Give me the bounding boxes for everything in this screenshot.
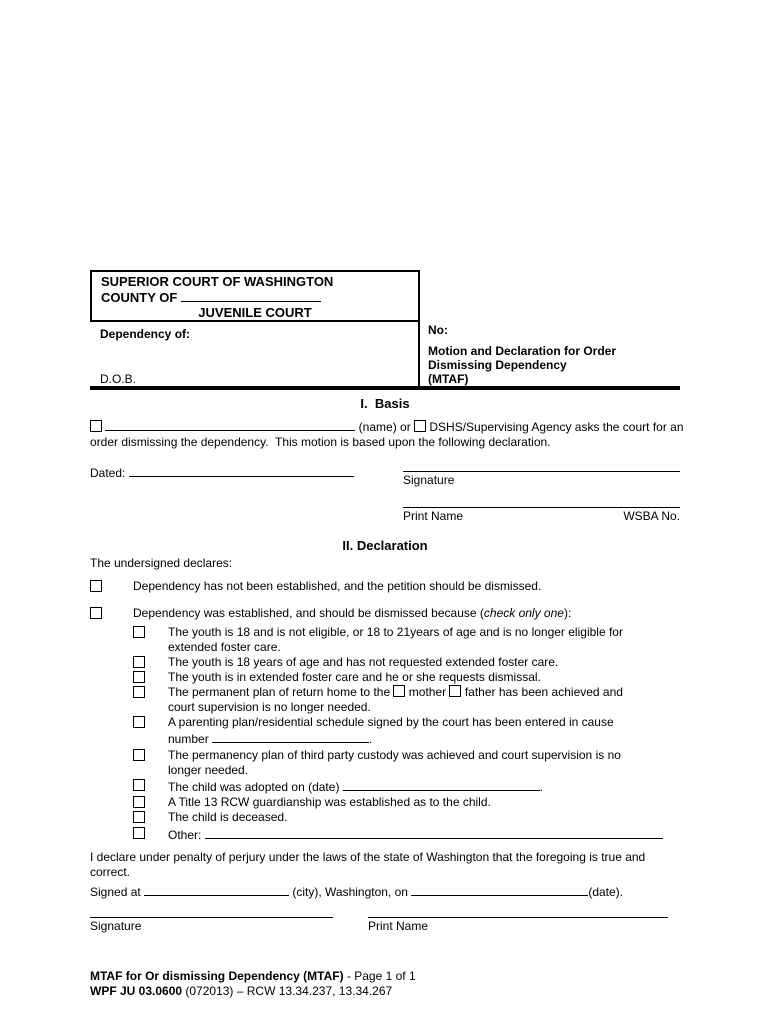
not-established-checkbox[interactable] [90, 580, 102, 592]
footer-page-number: - Page 1 of 1 [343, 969, 416, 983]
form-title-line1: Motion and Declaration for Order [428, 344, 617, 358]
other-blank[interactable] [205, 826, 663, 839]
declaration-item-established [90, 606, 680, 621]
declarant-print-name-label: Print Name [368, 919, 429, 933]
caption-divider-line [418, 320, 420, 386]
signed-city-blank[interactable] [144, 883, 289, 896]
deceased-checkbox[interactable] [133, 811, 145, 823]
dated-label: Dated: [90, 466, 129, 480]
declaration-item-not-established [90, 579, 680, 594]
third-party-custody-checkbox[interactable] [133, 749, 145, 761]
basis-signature-block [90, 462, 680, 532]
signature-label: Signature [403, 473, 455, 487]
not-established-text: Dependency has not been established, and the petition should be dismissed. [133, 579, 542, 593]
sub-item-third-party-custody [90, 748, 680, 778]
date-suffix: (date). [588, 885, 624, 899]
declares-intro: The undersigned declares: [90, 556, 233, 570]
agency-text: DSHS/Supervising Agency asks the court for an [429, 420, 684, 434]
print-name-line[interactable] [403, 507, 680, 508]
not-requested-efc-text: The youth is 18 years of age and has not requested extended foster care. [168, 655, 559, 669]
return-home-line2: court supervision is no longer needed. [168, 700, 371, 714]
basis-line2: order dismissing the dependency. This motion is based upon the following declaration. [90, 435, 551, 449]
sub-item-not-requested-efc [90, 655, 680, 670]
parenting-plan-line2: number . [168, 732, 373, 746]
dshs-agency-checkbox[interactable] [414, 420, 426, 432]
deceased-text: The child is deceased. [168, 810, 288, 824]
age-18-21-checkbox[interactable] [133, 626, 145, 638]
form-content [90, 270, 684, 999]
sub-item-return-home [90, 685, 680, 715]
declarant-signature-line[interactable] [90, 917, 333, 918]
sub-item-parenting-plan [90, 715, 680, 747]
established-checkbox[interactable] [90, 607, 102, 619]
footer-line1 [90, 969, 680, 984]
requests-dismissal-text: The youth is in extended foster care and he or she requests dismissal. [168, 670, 541, 684]
print-name-row [403, 509, 680, 524]
sub-item-other [90, 826, 680, 843]
guardianship-text: A Title 13 RCW guardianship was established as to the child. [168, 795, 491, 809]
signed-date-blank[interactable] [411, 883, 588, 896]
signed-at-line [90, 883, 680, 900]
cause-number-blank[interactable] [212, 730, 369, 743]
perjury-line1: I declare under penalty of perjury under the laws of the state of Washington that the foregoing is true and [90, 850, 646, 864]
perjury-statement [90, 850, 680, 880]
juvenile-court-label: JUVENILE COURT [185, 305, 324, 321]
form-footer [90, 969, 680, 999]
juvenile-court-line [101, 305, 409, 321]
requests-dismissal-checkbox[interactable] [133, 671, 145, 683]
form-title [428, 344, 678, 386]
declarant-print-name-column [368, 917, 668, 934]
wsba-no-label: WSBA No. [623, 509, 680, 523]
not-requested-efc-checkbox[interactable] [133, 656, 145, 668]
basis-paragraph [90, 418, 684, 450]
print-name-label: Print Name [403, 509, 464, 523]
footer-form-name: MTAF for Or dismissing Dependency (MTAF) [90, 969, 344, 983]
return-home-checkbox[interactable] [133, 686, 145, 698]
declarant-signature-label: Signature [90, 919, 142, 933]
sub-item-age-18-21 [90, 625, 680, 655]
adoption-date-blank[interactable] [343, 778, 540, 791]
name-or-text: (name) or [355, 420, 415, 434]
movant-name-blank[interactable] [105, 418, 355, 431]
caption-right-column [428, 323, 678, 386]
parenting-plan-checkbox[interactable] [133, 716, 145, 728]
form-title-line3: (MTAF) [428, 372, 469, 386]
court-header-box [90, 270, 420, 322]
basis-heading: I. Basis [360, 396, 410, 411]
other-line: Other: [168, 826, 680, 843]
case-caption [90, 270, 680, 390]
caption-bottom-rule [90, 386, 680, 390]
city-washington-text: (city), Washington, on [289, 885, 412, 899]
sub-item-requests-dismissal [90, 670, 680, 685]
footer-rcw-citation: (072013) – RCW 13.34.237, 13.34.267 [182, 984, 393, 998]
third-party-custody-line2: longer needed. [168, 763, 249, 777]
mother-checkbox[interactable] [393, 685, 405, 697]
declarant-signature-block [90, 917, 680, 951]
movant-name-checkbox[interactable] [90, 420, 102, 432]
declaration-heading: II. Declaration [342, 538, 428, 553]
declarant-signature-column [90, 917, 333, 934]
sub-item-deceased [90, 810, 680, 825]
sub-item-adopted [90, 778, 680, 795]
basis-line1 [90, 418, 684, 435]
check-only-one-italic: check only one [483, 606, 564, 620]
dated-blank[interactable] [129, 464, 354, 477]
county-of-label: COUNTY OF [101, 290, 181, 305]
dependency-of-label: Dependency of: [100, 327, 191, 341]
sub-item-guardianship [90, 795, 680, 810]
county-line [101, 289, 418, 305]
footer-form-code: WPF JU 03.0600 [90, 984, 183, 998]
return-home-line1: The permanent plan of return home to the mother father has been achieved and [168, 685, 623, 699]
guardianship-checkbox[interactable] [133, 796, 145, 808]
age-18-21-line2: extended foster care. [168, 640, 281, 654]
footer-line2 [90, 984, 680, 999]
declarant-print-name-line[interactable] [368, 917, 668, 918]
signature-line[interactable] [403, 471, 680, 472]
dated-row [90, 464, 354, 480]
third-party-custody-line1: The permanency plan of third party custody was achieved and court supervision is no [168, 748, 621, 762]
adopted-line: The child was adopted on (date) . [168, 780, 544, 794]
parenting-plan-line1: A parenting plan/residential schedule signed by the court has been entered in cause [168, 715, 614, 729]
established-text: Dependency was established, and should be dismissed because (check only one): [133, 606, 572, 620]
attorney-signature-column [403, 471, 680, 524]
perjury-line2: correct. [90, 865, 131, 879]
adopted-checkbox[interactable] [133, 779, 145, 791]
dob-label: D.O.B. [100, 372, 137, 386]
signed-at-label: Signed at [90, 885, 145, 899]
father-checkbox[interactable] [449, 685, 461, 697]
case-number-label: No: [428, 323, 448, 337]
age-18-21-line1: The youth is 18 and is not eligible, or 18 to 21years of age and is no longer eligible for [168, 625, 623, 639]
county-name-blank[interactable] [181, 289, 321, 302]
form-title-line2: Dismissing Dependency [428, 358, 567, 372]
court-name: SUPERIOR COURT OF WASHINGTON [101, 274, 334, 289]
other-checkbox[interactable] [133, 827, 145, 839]
